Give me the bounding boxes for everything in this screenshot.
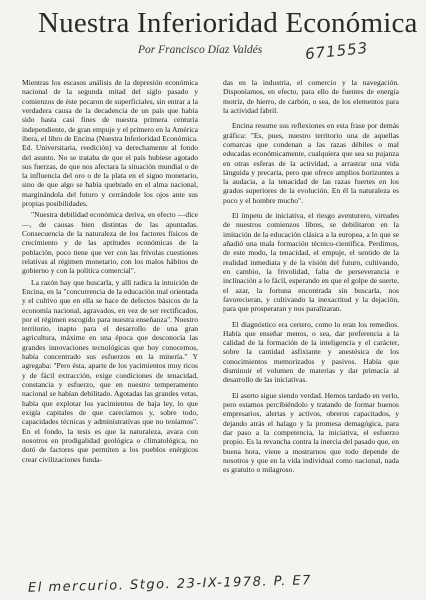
paragraph: La razón hay que buscarla, y allí radica la intuición de Encina, en la "concurrencia de la educación mal orientada y el cultivo que en ella se hace de defectos básicos de la economía nacional, agravados, en vez de ser rectificados, por el régimen escogido para nuestra enseñanza". Nuestro territorio, inapto para el desarrollo de una gran agricultura, máxime en una época que desconocía las grandes innovaciones tecnológicas que hoy conocemos, había concentrado sus esfuerzos en la minería." Y agregaba: "Pero ésta, aparte de los yacimientos muy ricos y de fácil extracción, exige condiciones de tenacidad, constancia y esfuerzo, que en nuestro temperamento nacional se habían debilitado. Agotadas las grandes vetas, había que explotar los yacimientos de baja ley, lo que exigía capitales de que carecíamos y, sobre todo, capacidades técnicas y administrativas que no teníamos". En el fondo, la tesis es que la naturaleza, avara con nosotros en prodigalidad geológica o climatológica, no dotó de factores que permiten a los pueblos enérgicos crear civilizaciones funda-	[22, 277, 198, 464]
paragraph: "Nuestra debilidad económica deriva, en efecto —dice—, de causas bien distintas de las apuntadas. Consecuencia de la naturaleza de los factores físicos de crecimiento y de las aptitudes económicas de la población, poco tiene que ver con las frívolas cuestiones relativas al régimen monetario, con los malos hábitos de gobierno y con la política comercial".	[22, 210, 198, 276]
article-column-left	[22, 78, 198, 464]
handwritten-source-annotation: El mercurio. Stgo. 23-IX-1978. P. E7	[27, 573, 313, 596]
article-column-right	[223, 78, 399, 475]
paragraph: Mientras los escasos análisis de la depresión económica nacional de la segunda mitad del siglo pasado y comienzos de éste pecaron de superficiales, sin entrar a la verdadera causa de la decadencia de un país que había sido hasta casi fines de nuestra primera centuria independiente, de gran empuje y el primero en la América ibera, el libro de Encina (Nuestra Inferioridad Económica. Ed. Universitaria, reedición) va derechamente al fondo del asunto. No se trataba de que el país hubiese agotado sus fuerzas, de que nos afectara la situación mundial o de la influencia del oro o de la plata en el signo monetario, sino de que algo se había quebrado en el alma nacional, marginándola del futuro y cerrándole los ojos ante sus propias posibilidades.	[22, 78, 198, 209]
paragraph: das en la industria, el comercio y la navegación. Disponíamos, en efecto, para ello de fuentes de energía motriz, de hierro, de carbón, o sea, de los elementos para la actividad fabril.	[223, 78, 399, 115]
paragraph: El diagnóstico era certero, como lo eran los remedios. Había que enseñar menos, o sea, dar preferencia a la calidad de la formación de la inteligencia y el carácter, sobre la cantidad asfixiante y anestésica de los conocimientos memorizados y pasivos. Había que disminuir el volumen de materias y dar primacía al desarrollo de las iniciativas.	[223, 319, 399, 385]
handwritten-catalog-number: 671553	[304, 38, 370, 64]
paragraph: El aserto sigue siendo verdad. Hemos tardado en verlo, pero estamos percibiéndolo y tratando de formar buenos empresarios, alertas y activos, obreros capacitados, y dejando atrás el halago y la promesa demagógica, para dar paso a la competencia, la iniciativa, el esfuerzo propio. Es la revancha contra la inercia del pasado que, en buena hora, viene a mostrarnos que todo depende de nosotros y que en la vida individual como nacional, nada es gratuito o milagroso.	[223, 390, 399, 475]
article-title: Nuestra Inferioridad Económica	[38, 7, 418, 39]
article-byline: Por Francisco Díaz Valdés	[138, 44, 263, 56]
paragraph: El ímpetu de iniciativa, el riesgo aventurero, virtudes de nuestros comienzos libres, se debilitaron en la imitación de la educación clásica a la europea, a lo que se añadió una mala formación técnico-científica. Perdimos, de este modo, la tenacidad, el empuje, el sentido de la realidad inmediata y de la visión del futuro, cultivando, en cambio, la frivolidad, falta de perseverancia e inclinación a lo fácil, esperando en que el golpe de suerte, el azar, la fortuna encontrada sin buscarla, nos favorecieran, y cultivando la inexactitud y la dejación, para que prosperaran y nos paralizaran.	[223, 211, 399, 314]
paragraph: Encina resume sus reflexiones en esta frase por demás gráfica: "Es, pues, nuestro territorio una de aquellas comarcas que condenan a las razas débiles o mal educadas económicamente, cualquiera que sea su pujanza en otras esferas de la actividad, a arrastrar una vida lánguida y precaria, pero que ofrece amplios horizontes a la audacia, a la tenacidad de las razas fuertes en los grados superiores de la evolución. En él la naturaleza es poco y el hombre mucho".	[223, 121, 399, 205]
